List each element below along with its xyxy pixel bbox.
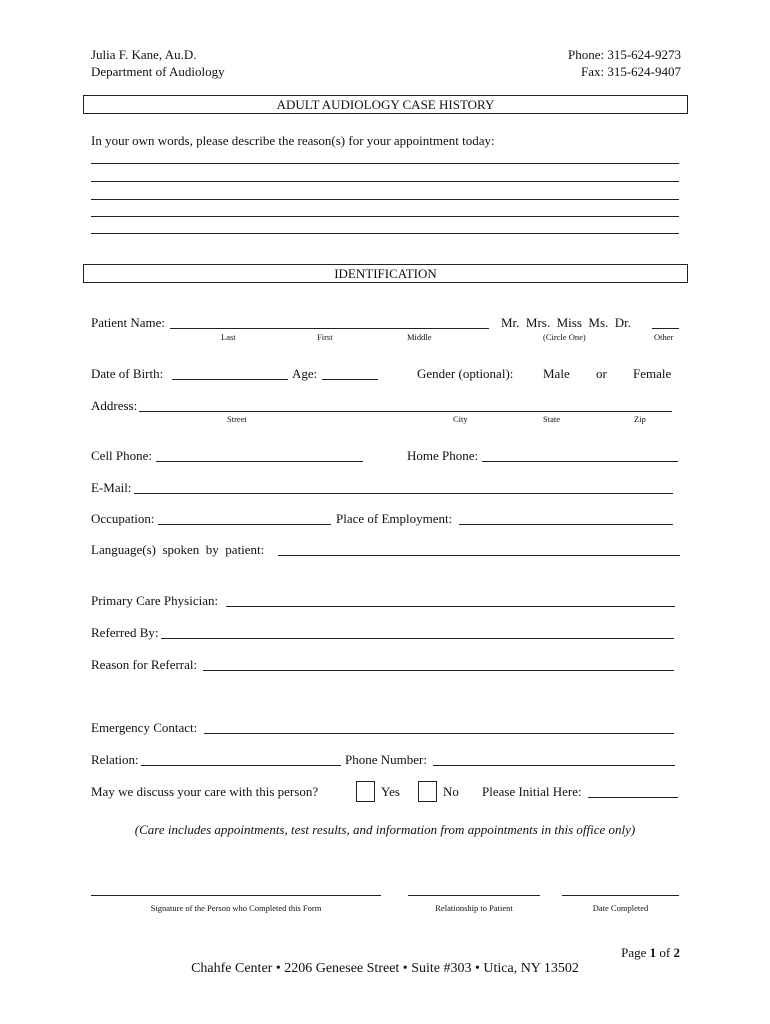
patient-name-label: Patient Name:: [91, 315, 166, 330]
employment-field[interactable]: [459, 524, 673, 525]
email-label: E-Mail:: [91, 480, 132, 495]
referral-reason-field[interactable]: [203, 670, 674, 671]
reason-line-5[interactable]: [91, 233, 679, 234]
email-field[interactable]: [134, 493, 673, 494]
title-options[interactable]: Mr. Mrs. Miss Ms. Dr.: [501, 315, 632, 330]
care-note: (Care includes appointments, test results, and information from appointments in this office only): [134, 822, 636, 837]
age-label: Age:: [292, 366, 318, 381]
reason-line-4[interactable]: [91, 216, 679, 217]
reason-prompt: In your own words, please describe the reason(s) for your appointment today:: [91, 133, 495, 148]
dob-label: Date of Birth:: [91, 366, 164, 381]
title-other-field[interactable]: [652, 328, 679, 329]
gender-label: Gender (optional):: [417, 366, 514, 381]
circle-one-caption: (Circle One): [543, 332, 586, 342]
initial-field[interactable]: [588, 797, 678, 798]
occupation-field[interactable]: [158, 524, 331, 525]
referral-reason-label: Reason for Referral:: [91, 657, 198, 672]
occupation-label: Occupation:: [91, 511, 155, 526]
middle-name-caption: Middle: [407, 332, 432, 342]
employment-label: Place of Employment:: [336, 511, 453, 526]
last-name-caption: Last: [221, 332, 236, 342]
page-number: 1: [649, 945, 657, 960]
department-name: Department of Audiology: [91, 64, 225, 79]
signature-field[interactable]: [91, 895, 381, 896]
discuss-no-label: No: [443, 784, 459, 799]
relationship-caption: Relationship to Patient: [435, 903, 513, 913]
relation-field[interactable]: [141, 765, 341, 766]
page-prefix: Page: [621, 945, 650, 960]
page-total: 2: [673, 945, 680, 960]
footer-address: Chahfe Center • 2206 Genesee Street • Suite #303 • Utica, NY 13502: [191, 961, 579, 976]
reason-line-1[interactable]: [91, 163, 679, 164]
age-field[interactable]: [322, 379, 378, 380]
phone-number: Phone: 315-624-9273: [567, 47, 681, 62]
discuss-yes-label: Yes: [381, 784, 400, 799]
emergency-contact-field[interactable]: [204, 733, 674, 734]
discuss-no-checkbox[interactable]: [418, 781, 437, 802]
first-name-caption: First: [317, 332, 333, 342]
date-completed-field[interactable]: [562, 895, 679, 896]
signature-caption: Signature of the Person who Completed this Form: [150, 903, 322, 913]
reason-line-3[interactable]: [91, 199, 679, 200]
gender-male-option[interactable]: Male: [543, 366, 570, 381]
address-label: Address:: [91, 398, 138, 413]
gender-or: or: [596, 366, 607, 381]
patient-name-field[interactable]: [170, 328, 489, 329]
cell-phone-field[interactable]: [156, 461, 363, 462]
discuss-yes-checkbox[interactable]: [356, 781, 375, 802]
form-title: ADULT AUDIOLOGY CASE HISTORY: [83, 95, 688, 114]
physician-label: Primary Care Physician:: [91, 593, 219, 608]
address-field[interactable]: [139, 411, 672, 412]
city-caption: City: [453, 414, 468, 424]
home-phone-label: Home Phone:: [407, 448, 479, 463]
emergency-contact-label: Emergency Contact:: [91, 720, 198, 735]
referred-by-label: Referred By:: [91, 625, 159, 640]
reason-line-2[interactable]: [91, 181, 679, 182]
page-indicator: [621, 945, 680, 961]
identification-heading: IDENTIFICATION: [83, 264, 688, 283]
state-caption: State: [543, 414, 560, 424]
relation-label: Relation:: [91, 752, 139, 767]
initial-label: Please Initial Here:: [482, 784, 582, 799]
fax-number: Fax: 315-624-9407: [580, 64, 681, 79]
emergency-phone-field[interactable]: [433, 765, 675, 766]
gender-female-option[interactable]: Female: [633, 366, 672, 381]
emergency-phone-label: Phone Number:: [345, 752, 427, 767]
dob-field[interactable]: [172, 379, 288, 380]
discuss-care-label: May we discuss your care with this person?: [91, 784, 319, 799]
cell-phone-label: Cell Phone:: [91, 448, 153, 463]
referred-by-field[interactable]: [161, 638, 674, 639]
street-caption: Street: [227, 414, 247, 424]
home-phone-field[interactable]: [482, 461, 678, 462]
language-label: Language(s) spoken by patient:: [91, 542, 265, 557]
provider-name: Julia F. Kane, Au.D.: [91, 47, 197, 62]
relationship-field[interactable]: [408, 895, 540, 896]
date-completed-caption: Date Completed: [592, 903, 649, 913]
page-of: of: [656, 945, 674, 960]
physician-field[interactable]: [226, 606, 675, 607]
other-caption: Other: [654, 332, 674, 342]
language-field[interactable]: [278, 555, 680, 556]
zip-caption: Zip: [634, 414, 646, 424]
